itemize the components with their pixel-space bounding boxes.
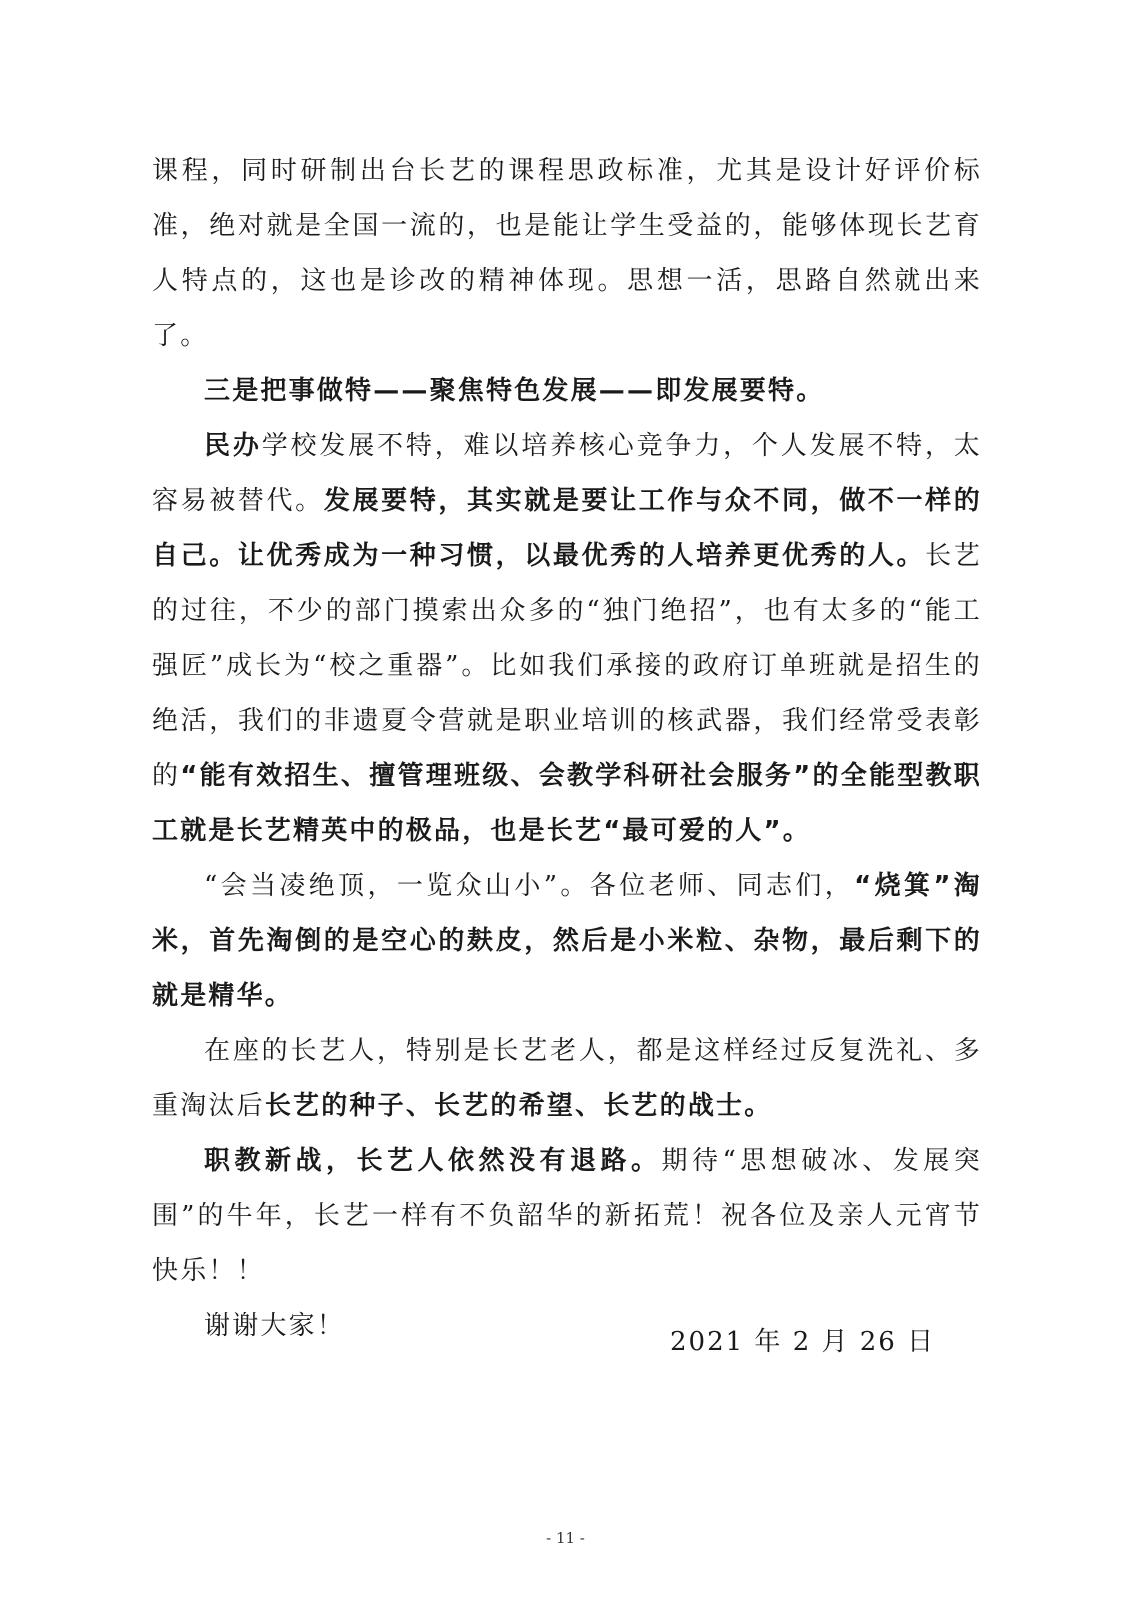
bold-text: 发展要特，其实就是要让工作与众不同，做不一样的自己。让优秀成为一种习惯，以最优秀的人培养更优秀的人。 bbox=[152, 486, 982, 571]
plain-text: 长艺的过往，不少的部门摸索出众多的“独门绝招”，也有太多的“能工强匠”成长为“校之重器”。比如我们承接的政府订单班就是招生的绝活，我们的非遗夏令营就是职业培训的核武器，我们经常受表彰的 bbox=[152, 541, 982, 791]
paragraph-development-special bbox=[152, 419, 982, 859]
paragraph-veterans bbox=[152, 1024, 982, 1134]
paragraph-closing bbox=[152, 1134, 982, 1299]
section-heading: 三是把事做特——聚焦特色发展——即发展要特。 bbox=[204, 376, 825, 406]
bold-text: 民办 bbox=[204, 431, 262, 461]
bold-text: 职教新战，长艺人依然没有退路。 bbox=[204, 1146, 662, 1176]
document-body bbox=[152, 144, 982, 1354]
bold-text: 淘米，首先淘倒的是空心的麸皮，然后是小米粒、杂物，最后剩下的就是精华。 bbox=[152, 871, 982, 1011]
plain-text: 在座的长艺人，特别是长艺老人，都是这样经过反复洗礼、多重淘汰后 bbox=[152, 1036, 982, 1121]
bold-text: “能有效招生、擅管理班级、会教学科研社会服务” bbox=[180, 761, 813, 791]
plain-text: 期待“思想破冰、发展突围”的牛年，长艺一样有不负韶华的新拓荒！祝各位及亲人元宵节快乐！！ bbox=[152, 1146, 982, 1286]
bold-text: “烧箕” bbox=[854, 871, 953, 901]
plain-text: “会当凌绝顶，一览众山小”。各位老师、同志们， bbox=[204, 871, 855, 901]
plain-text: 学校发展不特，难以培养核心竞争力，个人发展不特，太容易被替代。 bbox=[152, 431, 982, 516]
bold-text: 长艺的种子、长艺的希望、长艺的战士。 bbox=[264, 1091, 773, 1121]
paragraph-thanks: 谢谢大家！ bbox=[204, 1311, 346, 1341]
paragraph-continuation: 课程，同时研制出台长艺的课程思政标准，尤其是设计好评价标准，绝对就是全国一流的，也是能让学生受益的，能够体现长艺育人特点的，这也是诊改的精神体现。思想一活，思路自然就出来了。 bbox=[152, 156, 982, 351]
page-number: - 11 - bbox=[546, 1529, 585, 1547]
bold-text: 的全能型教职工就是长艺精英中的极品，也是长艺“最可爱的人”。 bbox=[152, 761, 982, 846]
paragraph-quote bbox=[152, 859, 982, 1024]
document-date: 2021 年 2 月 26 日 bbox=[670, 1327, 936, 1357]
